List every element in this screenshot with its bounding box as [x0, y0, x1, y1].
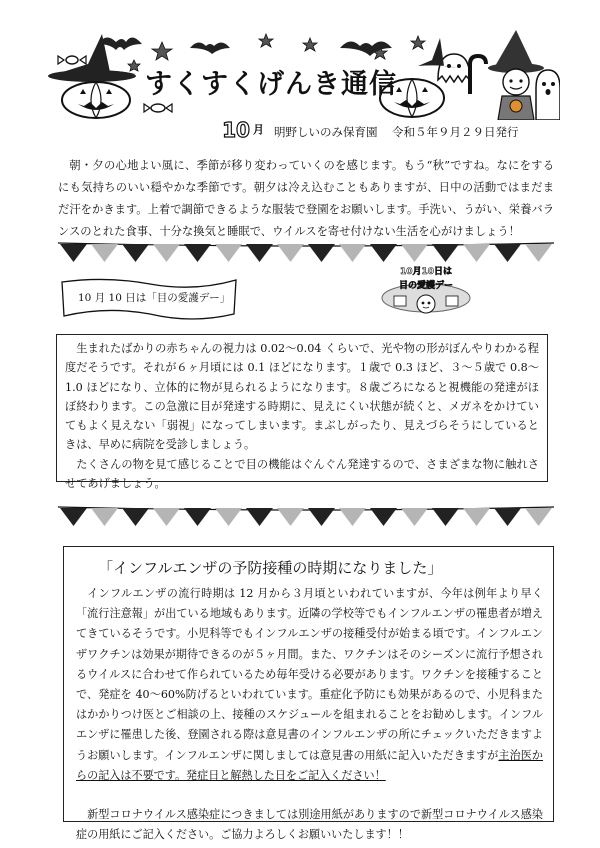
bunting-flag	[60, 244, 87, 262]
ghost-child-icon	[536, 70, 560, 120]
bunting-flag	[246, 508, 273, 526]
bunting-flag	[339, 508, 366, 526]
intro-paragraph: 朝・夕の心地よい風に、季節が移り変わっていくのを感じます。もう“秋”ですね。なにをするにも気持ちのいい穏やかな季節です。朝夕は冷え込むこともありますが、日中の活動ではまだまだ汗をかきます。上着で調節できるような服装で登園をお願いします。手洗い、うがい、栄養バランスのとれた食事、十分な換気と睡眠で、ウイルスを寄せ付けない生活を心がけましょう！	[58, 159, 554, 238]
svg-text:10月10日は: 10月10日は	[399, 267, 453, 277]
issue-date: 令和５年９月２９日発行	[392, 125, 519, 139]
bunting-flag	[370, 508, 397, 526]
candy-icon	[470, 56, 486, 94]
flu-heading: 「インフルエンザの予防接種の時期になりました」	[98, 559, 443, 577]
bunting-flag	[401, 244, 428, 262]
bunting-flag	[184, 508, 211, 526]
bunting-flag	[91, 508, 118, 526]
eye-day-paragraph: 生まれたばかりの赤ちゃんの視力は 0.02〜0.04 くらいで、光や物の形がぼんやりわかる程度だそうです。それが６ヶ月頃には 0.1 ほどになります。１歳で 0.3 ほど、３〜５歳で 0.8〜1.0 ほどになり、立体的に物が見られるようになります。８歳ごろになると視機能の発達がほぼ終わります。この急激に目が発達する時期に、見えにくい状態が続くと、メガネをかけていてもよく見えない「弱視」になってしまいます。まぶしがったり、見えづらそうにしているときは、早めに病院を受診しましょう。	[65, 342, 539, 452]
bunting-flag	[494, 244, 521, 262]
bunting-flag	[494, 508, 521, 526]
bunting-divider	[58, 240, 554, 264]
bunting-flag	[215, 244, 242, 262]
flu-body-text: インフルエンザの流行時期は 12 月から３月頃といわれていますが、今年は例年より早く「流行注意報」が出ている地域もあります。近隣の学校等でもインフルエンザの罹患者が増えてきているそうです。小児科等でもインフルエンザの接種受付が始まる頃です。インフルエンザワクチンは効果が期待できるのが５ヶ月間。また、ワクチンはそのシーズンに流行予想されるウイルスに合わせて作られているため毎年受ける必要があります。ワクチンを接種することで、発症を 40〜60%防げるといわれています。重症化予防にも効果があるので、小児科またはかかりつけ医とご相談の上、接種のスケジュールを組まれることをお勧めします。インフルエンザに罹患した後、登園される際は意見書のインフルエンザの所にチェックいただきますようお願いします。インフルエンザに関しましては意見書の用紙に記入いただきますが	[76, 587, 543, 762]
pumpkin-icon	[62, 82, 130, 118]
issue-month: 10	[222, 118, 250, 142]
organization-name: 明野しいのみ保育園	[274, 125, 378, 139]
flu-body	[76, 584, 543, 786]
bunting-flag	[60, 508, 87, 526]
bunting-flag	[308, 508, 335, 526]
eye-day-paragraph: たくさんの物を見て感じることで目の機能はぐんぐん発達するので、さまざまな物に触れさせてあげましょう。	[65, 457, 539, 491]
bunting-divider	[58, 504, 554, 528]
bunting-flag	[153, 244, 180, 262]
svg-text:目の愛護デー: 目の愛護デー	[398, 281, 454, 291]
issue-month-suffix: 月	[253, 123, 264, 136]
bat-icon	[340, 41, 392, 56]
bunting-flag	[184, 244, 211, 262]
bunting-flag	[153, 508, 180, 526]
bunting-flag	[525, 508, 552, 526]
bunting-flag	[339, 244, 366, 262]
flu-article	[63, 546, 554, 842]
newsletter-title: すくすくげんき通信	[145, 69, 397, 100]
eye-day-banner-text: 10 月 10 日は「目の愛護デー」	[78, 292, 231, 304]
bunting-flag	[246, 244, 273, 262]
bunting-flag	[122, 508, 149, 526]
bunting-flag	[370, 244, 397, 262]
bunting-flag	[463, 508, 490, 526]
bunting-flag	[277, 244, 304, 262]
bunting-flag	[432, 244, 459, 262]
covid-note: 新型コロナウイルス感染症につきましては別途用紙がありますので新型コロナウイルス感染症の用紙にご記入ください。ご協力よろしくお願いいたします！！	[76, 808, 543, 842]
bunting-flag	[308, 244, 335, 262]
bunting-flag	[215, 508, 242, 526]
flu-underlined-note: 主治医からの記入は不要です。発症日と解熱した日をご記入ください！	[76, 748, 543, 782]
eye-day-illustration	[380, 262, 472, 320]
bunting-flag	[277, 508, 304, 526]
bunting-flag	[122, 244, 149, 262]
bunting-flag	[432, 508, 459, 526]
bunting-flag	[91, 244, 118, 262]
eye-day-article	[56, 334, 548, 491]
bunting-flag	[463, 244, 490, 262]
bunting-flag	[525, 244, 552, 262]
bunting-flag	[401, 508, 428, 526]
